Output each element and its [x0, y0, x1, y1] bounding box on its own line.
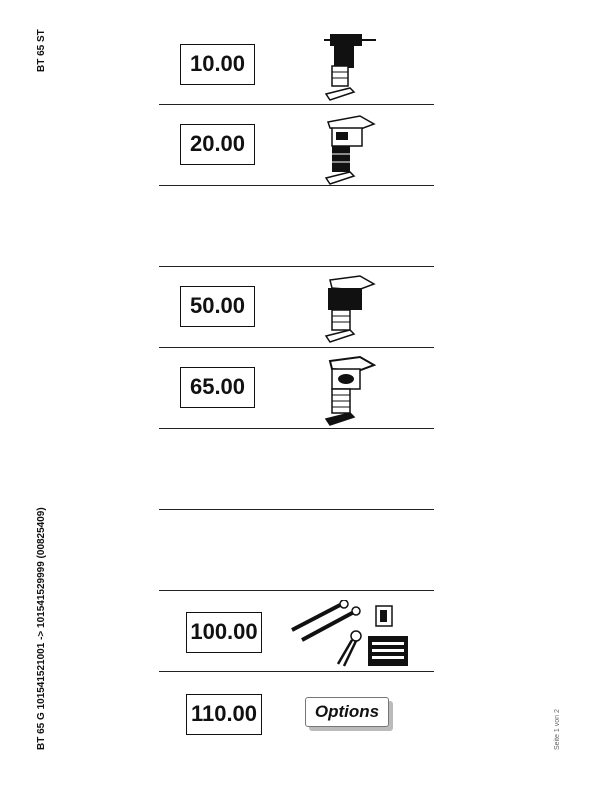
rammer-side-icon[interactable] [320, 30, 382, 102]
tools-and-labels-icon[interactable] [284, 600, 414, 672]
section-number-110[interactable]: 110.00 [186, 694, 262, 735]
section-number-20[interactable]: 20.00 [180, 124, 255, 165]
info-label-icon [368, 636, 408, 666]
divider [159, 185, 434, 186]
rammer-handle-icon[interactable] [320, 353, 382, 427]
options-button[interactable]: Options [305, 697, 389, 727]
divider [159, 347, 434, 348]
wrench-icon [292, 600, 360, 640]
keys-icon [338, 631, 361, 666]
section-number-65[interactable]: 65.00 [180, 367, 255, 408]
model-label: BT 65 ST [36, 29, 47, 72]
section-number-10[interactable]: 10.00 [180, 44, 255, 85]
divider [159, 590, 434, 591]
divider [159, 428, 434, 429]
section-number-100[interactable]: 100.00 [186, 612, 262, 653]
page-indicator: Seite 1 von 2 [554, 709, 561, 750]
rammer-body-icon[interactable] [320, 272, 382, 344]
divider [159, 104, 434, 105]
section-number-50[interactable]: 50.00 [180, 286, 255, 327]
fuel-sticker-icon [376, 606, 392, 626]
divider [159, 509, 434, 510]
serial-range-label: BT 65 G 101541521001 -> 101541529999 (00825409) [36, 507, 47, 750]
divider [159, 266, 434, 267]
rammer-engine-icon[interactable] [320, 112, 382, 186]
